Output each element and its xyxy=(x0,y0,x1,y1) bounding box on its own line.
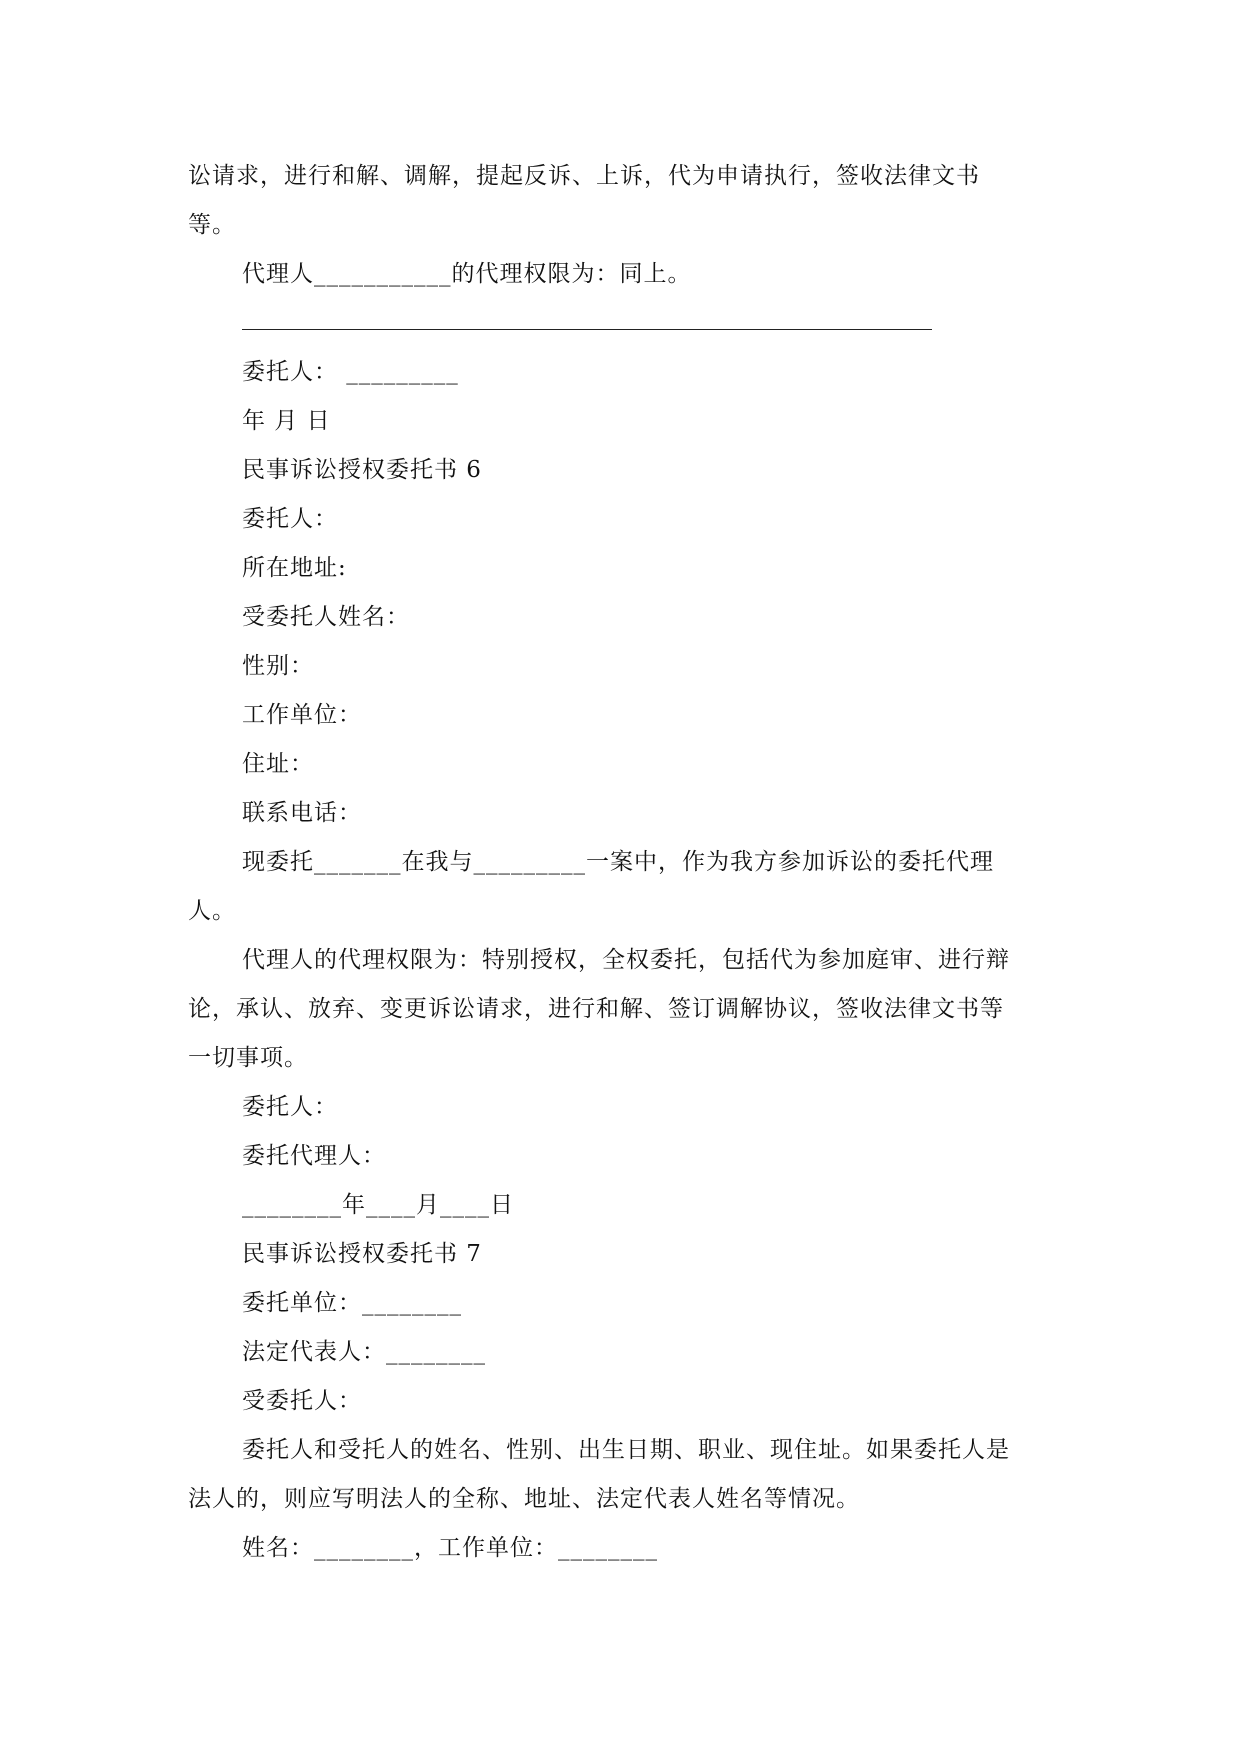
text-line: 现委托_______在我与_________一案中，作为我方参加诉讼的委托代理 xyxy=(242,849,994,875)
text-line: 法人的，则应写明法人的全称、地址、法定代表人姓名等情况。 xyxy=(188,1486,860,1512)
text-line: 性别： xyxy=(242,653,314,679)
text-line: 工作单位： xyxy=(242,702,362,728)
text-line: 人。 xyxy=(188,898,236,924)
text-line: 委托人和受托人的姓名、性别、出生日期、职业、现住址。如果委托人是 xyxy=(242,1437,1010,1463)
text-line: 法定代表人：________ xyxy=(242,1339,486,1365)
text-line: 联系电话： xyxy=(242,800,362,826)
text-line: 受委托人： xyxy=(242,1388,362,1414)
date-line: ________年____月____日 xyxy=(242,1192,514,1218)
text-line: 委托人： xyxy=(242,1094,338,1120)
section-title: 民事诉讼授权委托书 6 xyxy=(242,457,482,483)
text-line: 委托人： xyxy=(242,506,338,532)
text-line: 一切事项。 xyxy=(188,1045,308,1071)
text-line: 姓名：________，工作单位：________ xyxy=(242,1535,658,1561)
text-line: 代理人___________的代理权限为：同上。 xyxy=(242,261,692,287)
text-line: 委托代理人： xyxy=(242,1143,386,1169)
document-page xyxy=(188,152,1053,1573)
horizontal-rule xyxy=(242,329,932,330)
text-line: 代理人的代理权限为：特别授权，全权委托，包括代为参加庭审、进行辩 xyxy=(242,947,1010,973)
signature-rule-line xyxy=(188,299,1053,348)
date-line: 年 月 日 xyxy=(242,408,331,434)
text-line: 所在地址: xyxy=(242,555,347,581)
text-line: 讼请求，进行和解、调解，提起反诉、上诉，代为申请执行，签收法律文书 xyxy=(188,163,980,189)
section-title: 民事诉讼授权委托书 7 xyxy=(242,1241,482,1267)
text-line: 住址： xyxy=(242,751,314,777)
text-line: 等。 xyxy=(188,212,236,238)
text-line: 论，承认、放弃、变更诉讼请求，进行和解、签订调解协议，签收法律文书等 xyxy=(188,996,1004,1022)
text-line: 受委托人姓名： xyxy=(242,604,410,630)
text-line: 委托单位：________ xyxy=(242,1290,462,1316)
text-line: 委托人： _________ xyxy=(242,359,459,385)
